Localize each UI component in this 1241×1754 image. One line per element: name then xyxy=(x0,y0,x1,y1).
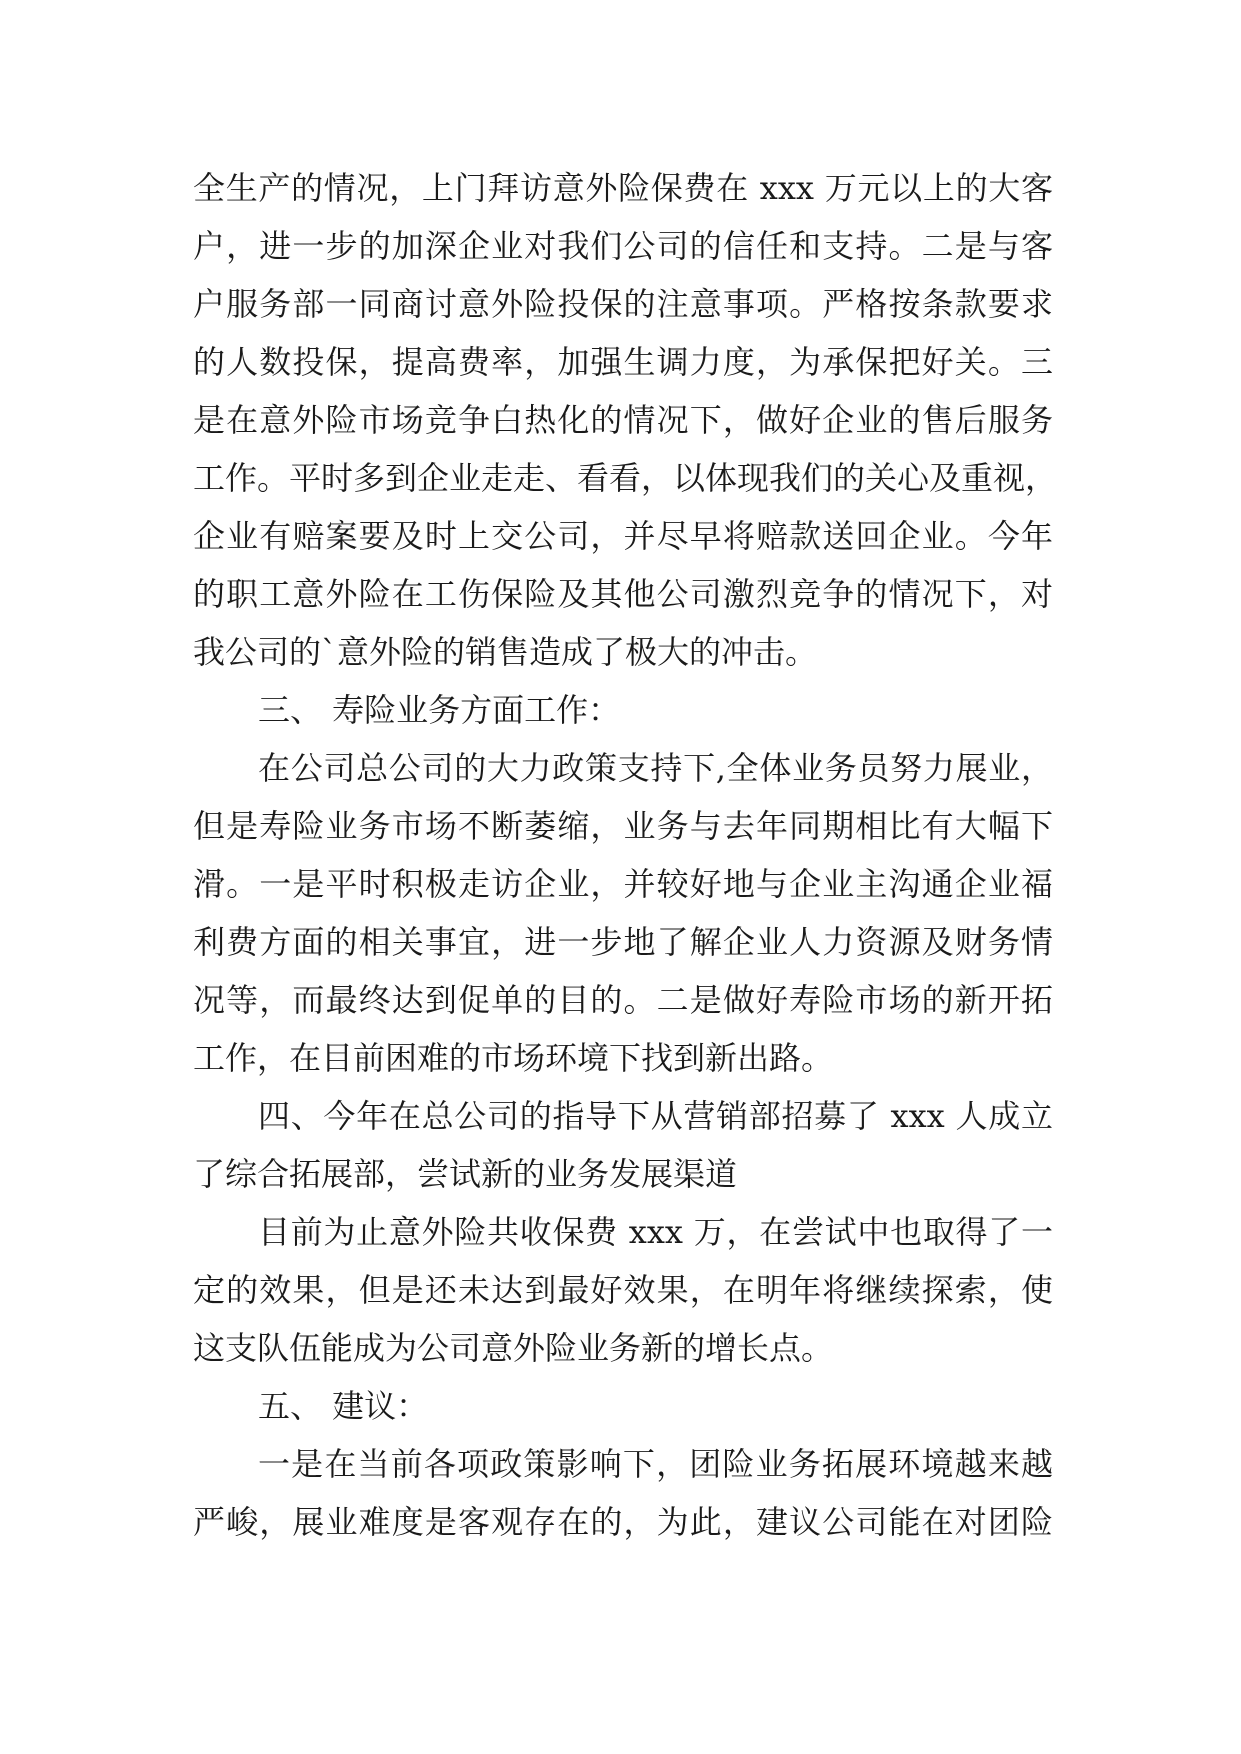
text-line: 是在意外险市场竞争白热化的情况下，做好企业的售后服务 xyxy=(193,401,1053,439)
text-line: 但是寿险业务市场不断萎缩，业务与去年同期相比有大幅下 xyxy=(193,807,1053,845)
text-line: 工作。平时多到企业走走、看看，以体现我们的关心及重视， xyxy=(193,459,1058,497)
text-line: 在公司总公司的大力政策支持下,全体业务员努力展业， xyxy=(258,749,1053,787)
text-line: 利费方面的相关事宜，进一步地了解企业人力资源及财务情 xyxy=(193,923,1053,961)
section-heading: 三、 寿险业务方面工作： xyxy=(258,691,621,729)
text-line: 了综合拓展部，尝试新的业务发展渠道 xyxy=(193,1155,738,1193)
section-heading: 五、 建议： xyxy=(258,1387,429,1425)
text-line: 一是在当前各项政策影响下，团险业务拓展环境越来越 xyxy=(258,1445,1053,1483)
text-line: 户服务部一同商讨意外险投保的注意事项。严格按条款要求 xyxy=(193,285,1053,323)
text-line: 定的效果，但是还未达到最好效果，在明年将继续探索，使 xyxy=(193,1271,1053,1309)
text-line: 况等，而最终达到促单的目的。二是做好寿险市场的新开拓 xyxy=(193,981,1053,1019)
text-line: 户，进一步的加深企业对我们公司的信任和支持。二是与客 xyxy=(193,227,1053,265)
text-line: 这支队伍能成为公司意外险业务新的增长点。 xyxy=(193,1329,834,1367)
text-line: 目前为止意外险共收保费 xxx 万，在尝试中也取得了一 xyxy=(258,1213,1053,1251)
text-line: 严峻，展业难度是客观存在的，为此，建议公司能在对团险 xyxy=(193,1503,1053,1541)
text-line: 我公司的`意外险的销售造成了极大的冲击。 xyxy=(193,633,818,671)
section-heading: 四、今年在总公司的指导下从营销部招募了 xxx 人成立 xyxy=(258,1097,1053,1135)
text-line: 企业有赔案要及时上交公司，并尽早将赔款送回企业。今年 xyxy=(193,517,1053,555)
text-line: 的职工意外险在工伤保险及其他公司激烈竞争的情况下，对 xyxy=(193,575,1053,613)
text-line: 工作，在目前困难的市场环境下找到新出路。 xyxy=(193,1039,834,1077)
text-line: 全生产的情况，上门拜访意外险保费在 xxx 万元以上的大客 xyxy=(193,169,1053,207)
text-line: 滑。一是平时积极走访企业，并较好地与企业主沟通企业福 xyxy=(193,865,1053,903)
text-line: 的人数投保，提高费率，加强生调力度，为承保把好关。三 xyxy=(193,343,1053,381)
